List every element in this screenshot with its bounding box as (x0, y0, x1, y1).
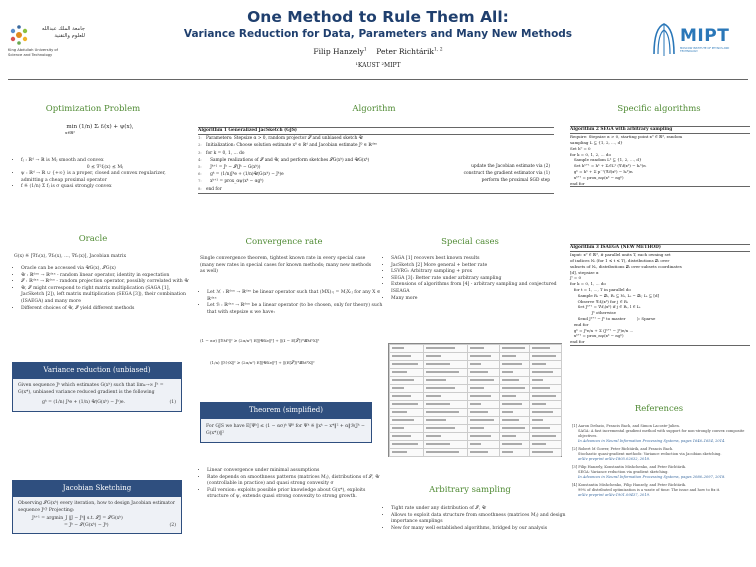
list-item: • fⱼ : ℝᵈ → ℝ is Mⱼ smooth and convex (21, 158, 189, 165)
variance-eqnum: (1) (169, 400, 176, 406)
algorithm-1-bottom-rule (198, 193, 554, 194)
table-cell-placeholder (392, 371, 407, 373)
section-title-oracle: Oracle (78, 234, 108, 244)
table-cell-placeholder (502, 363, 522, 365)
jacobian-formula-1: Jᵏ⁺¹ = argmin_J ‖J − Jᵏ‖ s.t. 𝒮J = 𝒮G(xᵏ) (32, 516, 123, 522)
list-item: • Different choices of 𝒰, 𝒮 yield different methods (21, 306, 189, 313)
table-cell-placeholder (502, 395, 516, 397)
section-title-references: References (634, 404, 684, 414)
theorem-box-body: For GJS we have E[Ψᵏ] ≤ (1 − ασ)ᵏ Ψ⁰ for Ψᵏ ≝ ‖xᵏ − x*‖² + α‖ℬ(Jᵏ − G(x*))‖² (200, 418, 372, 443)
table-cell-placeholder (392, 395, 411, 397)
table-cell-placeholder (426, 379, 446, 381)
table-cell-placeholder (502, 419, 519, 421)
table-cell-placeholder (392, 443, 418, 445)
table-cell-placeholder (426, 363, 450, 365)
table-cell-placeholder (426, 419, 446, 421)
algorithm-3 (570, 244, 750, 346)
optimization-list (12, 158, 189, 191)
algorithm-1-line-number: 4: (198, 156, 202, 162)
algorithm-1-line (198, 157, 554, 164)
table-cell-placeholder (426, 347, 455, 349)
table-cell-placeholder (470, 435, 491, 437)
table-col-line (467, 344, 468, 456)
table-col-line (423, 344, 424, 456)
author-2-sup: 1, 2 (433, 47, 443, 53)
table-cell-placeholder (532, 387, 550, 389)
table-row-line (389, 376, 561, 377)
list-item: • New for many well established algorithms, bridged by our analysis (391, 526, 567, 533)
table-col-line (561, 344, 562, 456)
algorithm-3-line: end for (570, 321, 589, 327)
table-cell-placeholder (470, 427, 484, 429)
algorithm-2-line: Require: Stepsize α > 0, starting point x⁰ ∈ ℝᵈ, random (570, 134, 683, 140)
table-cell-placeholder (532, 379, 543, 381)
list-item: • JacSketch [2] More general + better rate (391, 263, 567, 270)
algorithm-2-line: Set hᵏ⁺¹ = hᵏ + Σᵢ∈Lᵏ (∇ᵢf(xᵏ) − hᵢᵏ)eᵢ (570, 163, 647, 169)
mipt-name: MIPT (680, 26, 730, 46)
algorithm-3-line: Jᵗ = 0 (570, 275, 582, 281)
affiliations: ¹KAUST ²MIPT (355, 62, 401, 69)
algorithm-1-line-text (198, 150, 244, 157)
table-cell-placeholder (532, 451, 553, 453)
section-title-convergence: Convergence rate (245, 237, 323, 247)
reference-item (572, 424, 750, 444)
special-cases-table (388, 343, 562, 457)
algorithm-2-bottom-rule (570, 186, 750, 187)
reference-venue: In Advances in Neural Information Processing Systems, pages 1646–1654, 2014. (578, 439, 726, 443)
table-cell-placeholder (502, 403, 522, 405)
section-title-algorithm: Algorithm (352, 104, 396, 114)
table-row-line (389, 400, 561, 401)
oracle-list (12, 266, 189, 312)
poster-title: One Method to Rule Them All: (247, 8, 509, 26)
table-cell-placeholder (392, 387, 404, 389)
table-cell-placeholder (502, 443, 522, 445)
algorithm-3-caption: Algorithm 3 ISAEGA (NEW METHOD) (570, 245, 661, 250)
algorithm-3-line: Set Jᵏ⁺¹ = ∇ₗfⱼ(xᵏ) if j ∈ Rₜ, l ∈ Lₜ (570, 304, 641, 310)
table-cell-placeholder (532, 347, 550, 349)
table-cell-placeholder (532, 411, 553, 413)
table-cell-placeholder (426, 411, 459, 413)
header-divider (8, 79, 748, 80)
reference-body: Stochastic quasi-gradient methods: Variance reduction via Jacobian sketching. (578, 452, 722, 456)
algorithm-3-line: gᵏ = Jᵏe/n + Σ (Jᵏ⁺¹ − Jᵏ)e/n ... (570, 327, 634, 333)
jacobian-eqnum: (2) (169, 522, 176, 528)
algorithm-2-lines (570, 134, 750, 186)
list-item: • Allows to exploit data structure from smoothness (matrices Mⱼ) and design importance samplings (391, 513, 567, 526)
algorithm-1-line-comment (550, 186, 554, 193)
algorithm-3-line: for t = 1, …, T in parallel do (570, 286, 631, 292)
table-row-line (389, 392, 561, 393)
algorithm-1-line-code: Sample realizations of 𝒮 and 𝒰, and perform sketches 𝒮G(xᵏ) and 𝒰G(xᵏ) (206, 157, 370, 163)
list-item: • Full version: exploits possible prior knowledge about G(x*), exploits structure of ψ, extends quasi strong convexity to strong growth. (207, 488, 383, 501)
table-cell-placeholder (470, 403, 481, 405)
table-cell-placeholder (470, 379, 494, 381)
table-cell-placeholder (470, 451, 488, 453)
algorithm-1-line-code: Parameters: Stepsize α > 0, random projector 𝒮 and unbiased sketch 𝒰 (206, 136, 363, 142)
section-title-specific: Specific algorithms (617, 104, 701, 114)
algorithm-1-line-comment (550, 150, 554, 157)
algorithm-1-line-number: 5: (198, 164, 202, 170)
variance-box (12, 362, 182, 468)
algorithm-3-bottom-rule (570, 345, 750, 346)
section-title-optimization: Optimization Problem (45, 104, 141, 114)
table-cell-placeholder (426, 443, 450, 445)
algorithm-1-line-text (198, 164, 260, 171)
author-1: Filip Hanzely (313, 47, 364, 56)
table-cell-placeholder (426, 403, 450, 405)
algorithm-1-line (198, 150, 554, 157)
table-row-line (389, 384, 561, 385)
algorithm-1-line-number: 8: (198, 185, 202, 191)
table-cell-placeholder (532, 403, 546, 405)
list-item: • f ≝ (1/n) Σ fⱼ is σ quasi strongly convex (21, 184, 189, 191)
algorithm-1-line (198, 186, 554, 193)
table-row-line (389, 344, 561, 345)
algorithm-1-line-number: 6: (198, 171, 202, 177)
arbitrary-list (382, 506, 567, 532)
jacobian-box (12, 480, 182, 560)
author-1-sup: 1 (363, 47, 367, 53)
variance-box-title: Variance reduction (unbiased) (12, 362, 182, 378)
table-cell-placeholder (392, 379, 414, 381)
kaust-name: King Abdullah University of Science and Technology (8, 48, 58, 57)
poster-subtitle: Variance Reduction for Data, Parameters and Many New Methods (183, 28, 573, 40)
list-item: • Let ℳ : ℝᵈˣⁿ → ℝᵈˣⁿ be linear operator such that (MX):ⱼ = MⱼX:ⱼ for any X ∈ ℝᵈˣⁿ (207, 290, 383, 303)
variance-formula: gᵏ = (1/n) Jᵏe + (1/n) 𝒰(G(xᵏ) − Jᵏ)e. (42, 400, 126, 406)
algorithm-2-line: xᵏ⁺¹ = prox_αψ(xᵏ − αgᵏ) (570, 174, 624, 180)
algorithm-1-line (198, 164, 554, 171)
mipt-emblem-icon (650, 20, 678, 58)
table-cell-placeholder (470, 419, 494, 421)
table-cell-placeholder (392, 355, 411, 357)
algorithm-2-line: gᵏ = hᵏ + Σ p⁻¹(∇ᵢf(xᵏ) − hᵢᵏ)eᵢ (570, 168, 633, 174)
algorithm-1-line-text (198, 157, 369, 164)
list-item: • SEGA [3]: Better rate under arbitrary sampling (391, 276, 567, 283)
algorithm-1-line (198, 171, 554, 178)
variance-box-body (12, 378, 182, 412)
table-cell-placeholder (426, 395, 441, 397)
special-list (382, 256, 567, 302)
algorithm-1-line-comment (550, 157, 554, 164)
table-cell-placeholder (502, 371, 513, 373)
jacobian-text: Observing 𝒮G(xᵏ) every iteration, how to design Jacobian estimator sequence Jᵏ? Projecting: (18, 501, 175, 513)
table-row-line (389, 360, 561, 361)
reference-item (572, 483, 750, 498)
list-item: • Oracle can be accessed via 𝒰G(x), 𝒮G(x) (21, 266, 189, 273)
table-cell-placeholder (502, 435, 516, 437)
theorem-box-title: Theorem (simplified) (200, 402, 372, 418)
table-cell-placeholder (426, 355, 441, 357)
table-cell-placeholder (392, 363, 418, 365)
convergence-ineq-1: (1 − ασ) ‖ℬMᵏ‖² ≥ (2α/n²) E[‖𝒰Xe‖²] + ‖(𝕀 − E[𝒮])*ℬMᵏX‖² (200, 338, 320, 343)
algorithm-1-line (198, 142, 554, 149)
section-title-special: Special cases (441, 237, 499, 247)
algorithm-3-lines (570, 252, 750, 345)
table-cell-placeholder (392, 427, 404, 429)
table-cell-placeholder (532, 443, 546, 445)
algorithm-2 (570, 126, 750, 187)
table-row-line (389, 432, 561, 433)
mipt-logo (650, 20, 748, 64)
list-item: • 𝒰 : ℝᵈˣⁿ → ℝᵈˣⁿ - random linear operator, identity in expectation (21, 273, 189, 280)
table-row-line (389, 352, 561, 353)
reference-venue: arXiv preprint arXiv:1805.02632, 2018. (578, 457, 651, 461)
table-cell-placeholder (502, 427, 525, 429)
algorithm-3-line: Send Jᵏ⁺¹ − Jᵏ to master ▷ Sparse (570, 315, 656, 321)
table-cell-placeholder (502, 347, 525, 349)
algorithm-1-line-text (198, 178, 264, 185)
jacobian-box-body (12, 496, 182, 534)
table-cell-placeholder (470, 411, 488, 413)
table-cell-placeholder (502, 387, 525, 389)
optimization-formula (40, 124, 160, 135)
table-cell-placeholder (502, 379, 519, 381)
jacobian-box-title: Jacobian Sketching (12, 480, 182, 496)
algorithm-3-line: xᵏ⁺¹ = prox_αψ(xᵏ − αgᵏ) (570, 333, 624, 339)
algorithm-1-caption: Algorithm 1 Generalized JacSketch (GJS) (198, 128, 297, 133)
algorithm-3-line: Input: x⁰ ∈ ℝᵈ, # parallel units T, each owning set (570, 252, 671, 258)
reference-auth: [3] Filip Hanzely, Konstantin Mishchenko, and Peter Richtárik. (572, 465, 687, 469)
reference-item (572, 465, 750, 480)
table-cell-placeholder (470, 371, 488, 373)
table-cell-placeholder (392, 419, 414, 421)
list-item: • LSVRG: Arbitrary sampling + prox (391, 269, 567, 276)
algorithm-2-line: Sample random Lᵏ ⊆ {1, 2, …, d} (570, 157, 642, 163)
table-cell-placeholder (532, 355, 556, 357)
algorithm-1-line-text (198, 135, 363, 142)
optimization-formula-sub: x∈ℝᵈ (65, 130, 75, 135)
table-cell-placeholder (532, 363, 546, 365)
algorithm-1-line-code: gᵏ = (1/n)Jᵏe + (1/n)𝒰(G(xᵏ) − Jᵏ)e (206, 172, 284, 178)
algorithm-3-line: end for (570, 339, 585, 345)
algorithm-3-line: of indices Nₜ (for 1 ≤ t ≤ T), distributions 𝒟ₜ over (570, 258, 670, 263)
algorithm-1-line-code: end for (206, 186, 222, 192)
list-item: • 𝒰, 𝒮 might correspond to right matrix multiplication (SAGA [1], JacSketch [2]), left matrix multiplication (SEGA [3]), their combination (ISAEGA) and many more (21, 286, 189, 306)
algorithm-1-line-code: Initialization: Choose solution estimate x⁰ ∈ ℝᵈ and Jacobian estimate J⁰ ∈ ℝᵈˣⁿ (206, 143, 378, 149)
reference-auth: [1] Aaron Defazio, Francis Bach, and Simon Lacoste-Julien. (572, 424, 681, 428)
table-cell-placeholder (470, 395, 491, 397)
references-list (572, 424, 750, 501)
table-row-line (389, 368, 561, 369)
algorithm-3-line: Observe ∇ₗfⱼ(xᵏ) for j ∈ Rₜ (570, 298, 628, 304)
list-item: • Extensions of algorithms from [4] - arbitrary sampling and conjectured ISEAGA (391, 282, 567, 295)
reference-venue: arXiv preprint arXiv:1901.09437, 2019. (578, 493, 651, 497)
algorithm-1-line-comment: construct the gradient estimator via (1) (463, 171, 550, 177)
list-item: • Many more (391, 296, 567, 303)
jacobian-formula-row (18, 523, 176, 530)
table-cell-placeholder (470, 443, 481, 445)
algorithm-1-line-number: 7: (198, 178, 202, 184)
table-cell-placeholder (470, 355, 491, 357)
table-cell-placeholder (470, 363, 481, 365)
jacobian-formula-2: = Jᵏ − 𝒮(G(xᵏ) − Jᵏ) (64, 522, 109, 528)
table-cell-placeholder (502, 355, 516, 357)
algorithm-1-line-code: xᵏ⁺¹ = prox_αψ(xᵏ − αgᵏ) (206, 179, 264, 185)
table-row-line (389, 424, 561, 425)
table-cell-placeholder (532, 435, 556, 437)
table-cell-placeholder (502, 411, 513, 413)
mipt-sub: MOSCOW INSTITUTE OF PHYSICS AND TECHNOLOGY (680, 47, 730, 54)
reference-body: 99% of distributed optimization is a waste of time: The issue and how to fix it. (578, 488, 721, 492)
algorithm-2-line: end for (570, 180, 585, 186)
table-cell-placeholder (392, 435, 411, 437)
theorem-box (200, 402, 372, 460)
table-cell-placeholder (426, 451, 459, 453)
table-col-line (389, 344, 390, 456)
table-cell-placeholder (392, 347, 404, 349)
reference-venue: In Advances in Neural Information Processing Systems, pages 2086–2097, 2018. (578, 475, 726, 479)
algorithm-1-line-text (198, 186, 222, 193)
algorithm-2-line: Set h⁰ = 0 (570, 145, 591, 151)
list-item: • Tight rate under any distribution of 𝒮, 𝒰 (391, 506, 567, 513)
algorithm-1-line-comment: update the Jacobian estimate via (2) (471, 164, 550, 170)
reference-auth: [4] Konstantin Mishchenko, Filip Hanzely, and Peter Richtárik. (572, 483, 687, 487)
table-cell-placeholder (426, 427, 455, 429)
kaust-arabic: جامعة الملك عبدالله للعلوم والتقنية (41, 26, 85, 39)
table-cell-placeholder (502, 451, 513, 453)
table-col-line (529, 344, 530, 456)
authors (250, 47, 506, 56)
algorithm-1-line-number: 1: (198, 135, 202, 141)
reference-auth: [2] Robert M Gower, Peter Richtárik, and Francis Bach. (572, 447, 674, 451)
list-item: • Linear convergence under minimal assumptions (207, 468, 383, 475)
algorithm-2-line: sampling L ⊆ {1, 2, …, d} (570, 140, 623, 145)
optimization-formula-main: min (1/n) Σᵢ fᵢ(x) + ψ(x), (66, 124, 134, 130)
oracle-formula: G(x) ≝ [∇f₁(x), ∇f₂(x), …, ∇fₙ(x)], Jacobian matrix (14, 254, 127, 259)
list-item: • Let ℬ : ℝᵈˣⁿ → ℝᵈˣⁿ be a linear operator (to be chosen, only for theory) such that with stepsize α we have: (207, 303, 383, 316)
algorithm-1-line-comment (550, 142, 554, 149)
variance-text: Given sequence Jᵏ which estimates G(xᵏ) such that limₖ→∞ Jᵏ = G(x*), unbiased variance reduced gradient is the following (18, 383, 164, 395)
algorithm-3-line: Sample Rₜ ∼ 𝒟ₜ, Rₜ ⊆ Nₜ, Lₜ ∼ 𝒟ₜ; Lₜ ⊆ [d] (570, 292, 660, 298)
list-item: 0 ⪯ ∇²fⱼ(x) ⪯ Mⱼ (86, 164, 124, 170)
reference-item (572, 447, 750, 462)
table-row-line (389, 408, 561, 409)
algorithm-3-line: subsets of Nₜ, distributions 𝒟ₜ over subsets coordinates (570, 263, 682, 269)
after-theorem-list (198, 468, 383, 501)
algorithm-1-lines (198, 135, 554, 193)
table-cell-placeholder (532, 395, 556, 397)
algorithm-1-line-comment (550, 135, 554, 142)
reference-body: SAGA: A fast incremental gradient method with support for non-strongly convex composite objectives. (578, 429, 745, 438)
list-item: • 𝒮 : ℝᵈˣⁿ → ℝᵈˣⁿ - random projection operator, possibly correlated with 𝒰 (21, 279, 189, 286)
table-cell-placeholder (470, 387, 484, 389)
algorithm-1-line-text (198, 171, 284, 178)
table-col-line (499, 344, 500, 456)
algorithm-3-line: for k = 0, 1, … do (570, 281, 606, 287)
table-row-line (389, 440, 561, 441)
table-cell-placeholder (532, 371, 553, 373)
algorithm-3-line: Jᵏ otherwise (570, 310, 616, 316)
algorithm-3-line: [d], stepsize α (570, 269, 599, 275)
algorithm-1-line-number: 3: (198, 149, 202, 155)
table-cell-placeholder (392, 403, 418, 405)
kaust-logo (8, 20, 85, 70)
convergence-intro: Single convergence theorem, tightest known rate in every special case (many new rates in special cases for known methods; many new methods as well) (200, 256, 372, 275)
algorithm-1-line (198, 178, 554, 185)
table-cell-placeholder (532, 419, 543, 421)
algorithm-2-line: for k = 0, 1, 2, … do (570, 151, 611, 157)
algorithm-1-line-comment: perform the proximal SGD step (481, 178, 550, 184)
table-cell-placeholder (392, 411, 407, 413)
algorithm-1-line-code: for k = 0, 1, … do (206, 150, 245, 156)
list-item: • ψ : ℝᵈ → ℝ ∪ {+∞} is a proper, closed and convex regularizer, admitting a cheap proximal operator (21, 171, 189, 184)
algorithm-1 (198, 127, 554, 194)
author-2: Peter Richtárik (376, 47, 434, 56)
table-cell-placeholder (426, 435, 441, 437)
convergence-ineq-2: (1/n) ‖ℳ†X‖² ≥ (2α/n²) E[‖𝒰Xe‖²] + ‖(E[𝒮])*ℬMᵏX‖² (210, 360, 315, 365)
table-cell-placeholder (532, 427, 550, 429)
algorithm-1-line-code: Jᵏ⁺¹ = Jᵏ − 𝒮(Jᵏ − G(xᵏ)) (206, 165, 261, 171)
table-cell-placeholder (426, 387, 455, 389)
variance-formula-row (18, 400, 176, 407)
table-row-line (389, 416, 561, 417)
algorithm-1-line (198, 135, 554, 142)
table-cell-placeholder (392, 451, 407, 453)
table-cell-placeholder (426, 371, 459, 373)
reference-body: SEGA: Variance reduction via gradient sketching. (578, 470, 669, 474)
table-row-line (389, 448, 561, 449)
algorithm-1-line-number: 2: (198, 142, 202, 148)
kaust-emblem-icon (8, 24, 30, 46)
algorithm-1-line-text (198, 142, 377, 149)
list-item: • Rate depends on smoothness patterns (matrices Mⱼ), distributions of 𝒮, 𝒰 (controllable in practice) and quasi strong convexity σ (207, 475, 383, 488)
table-cell-placeholder (470, 347, 484, 349)
section-title-arbitrary: Arbitrary sampling (429, 485, 511, 495)
list-item: • SAGA [1] recovers best known results (391, 256, 567, 263)
convergence-list (198, 290, 383, 316)
algorithm-2-caption: Algorithm 2 SEGA with arbitrary sampling (570, 127, 673, 132)
table-row-line (389, 456, 561, 457)
